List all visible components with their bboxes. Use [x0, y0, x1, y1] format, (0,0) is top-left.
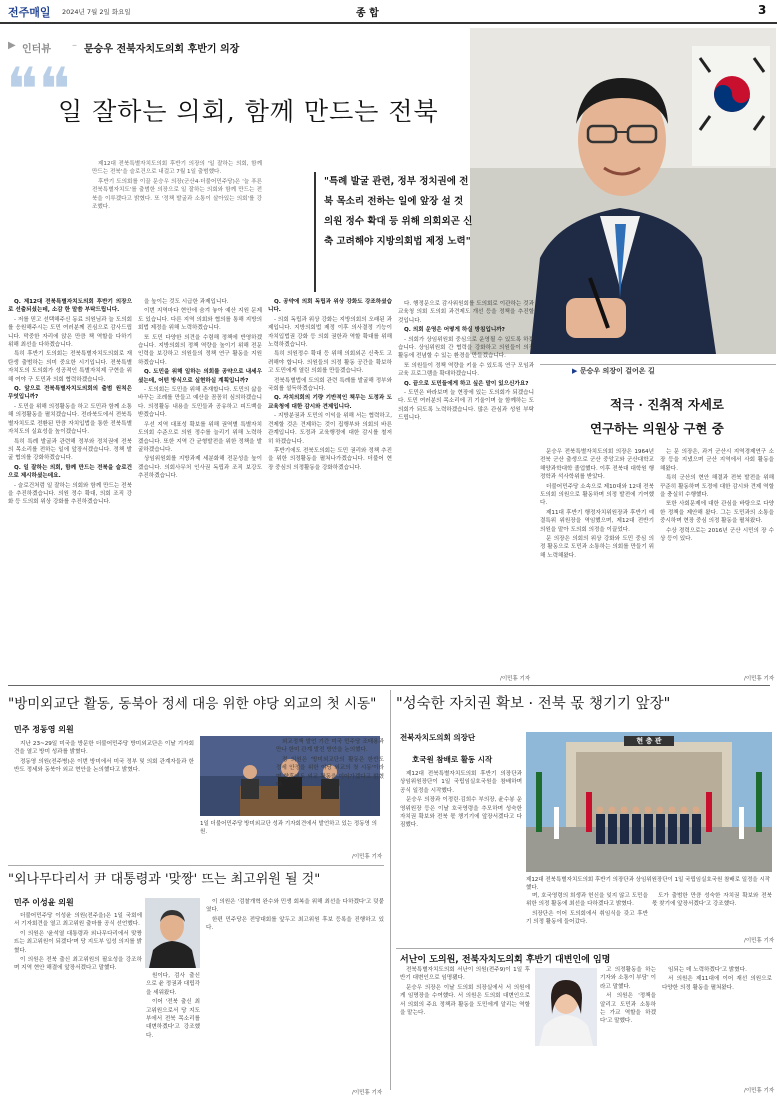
paragraph: 후반기에도 전북도의회는 도민 권리와 정책 추진을 위한 의정활동을 펼쳐나가겠습니다. 더불어 현장 중심의 의정활동을 강화하겠습니다.	[268, 447, 392, 471]
interview-kicker	[8, 40, 508, 56]
story3-photo	[145, 898, 200, 968]
paragraph: 문승우 의장은 이날 도의회 의장실에서 서 의원에게 임명장을 수여했다. 서 의원은 도의회 대변인으로서 의회의 주요 정책과 활동을 도민에게 알리는 역할을 맡는다.	[400, 984, 530, 1017]
paragraph: 도가 출범한 만큼 성숙한 자치권 확보와 전북 몫 찾기에 앞장서겠다'고 강조했다.	[652, 893, 772, 908]
byline: /이민휴 기자	[352, 1090, 383, 1096]
chevron-right-icon: ▶	[572, 367, 580, 375]
paragraph: 다. 행정문으로 감사위원회를 도의회로 이관하는 것과 교육청 의회 도의회 과견제도 개선 등을 정책을 추진할 것입니다.	[398, 301, 534, 324]
paragraph: 문승우 전북특별자치도의회 의장은 1964년 전북 군산 출생으로 군산 중앙고와 군산대학교 해양과학대학 졸업했다. 이후 전북대 대학원 행정학과 석사학위를 받았다.	[540, 449, 654, 481]
paragraph: 외교정책 발언 기간 미국 민주당 조태용과 만나 한미 관계 발전 방안을 논의했다.	[276, 739, 384, 754]
paragraph: 의장단은 이어 도의회에서 취임식을 갖고 후반기 의정 활동에 들어갔다.	[526, 910, 648, 926]
paragraph: 정동영 의원(전주병)은 이번 방미에서 미국 정부 및 의회 관계자들과 한반도 정세와 동북아 외교 현안을 논의했다고 밝혔다.	[14, 758, 194, 774]
paragraph: 더불어민주당 소속으로 제10대와 12대 전북도의회 의원으로 활동하며 의정 발전에 기여했다.	[540, 483, 654, 507]
paragraph: 고 의정활동을 하는 기자와 소통이 부담' 이라고 말했다.	[600, 967, 656, 990]
byline: /이민휴 기자	[744, 676, 775, 682]
lead-paragraph: 후반기 도의회를 이끌 문승우 의장(군산4·더불어민주당)은 '늘 푸른 전북특별자치도'를 출범한 의장으로 일 잘하는 의회와 함께 만드는 전북을 이루겠다고 밝혔다. 또 '정책 발굴과 소통이 살아있는 의회'를 강조했다.	[92, 178, 262, 211]
interview-tag: 인터뷰	[22, 44, 51, 55]
paragraph: 상임위원회를 지방과제 세분화해 전문성을 높이겠습니다. 의회사무처 인사권 독립과 조직 보강도 추진하겠습니다.	[138, 456, 262, 480]
pull-quote: "특례 발굴 관련, 정부 정치권에 전북 목소리 전하는 일에 앞장 설 것 의원 정수 확대 등 위해 의회외곤 신축 고려해야 지방의회법 제정 노력"	[314, 172, 474, 292]
story3-rule	[8, 865, 384, 866]
lead-paragraph: 제12대 전북특별자치도의회 후반기 의장의 '일 잘하는 의회, 함께 만드는 전북'을 슬로건으로 내걸고 7월 1일 출범했다.	[92, 161, 262, 176]
paragraph: 며, 호국영령의 희생과 헌신을 잊지 않고 도민을 위한 의정 활동에 최선을 다하겠다고 밝혔다.	[526, 893, 648, 908]
story4-headline: "성숙한 자치권 확보 · 전북 몫 챙기기 앞장"	[396, 696, 671, 712]
article-column	[146, 972, 200, 1088]
question: Q. 제12대 전북특별자치도의회 후반기 의장으로 선출되셨는데, 소감 한 말씀 부탁드립니다.	[8, 299, 132, 314]
paragraph: 한편 민주당은 전당대회를 앞두고 최고위원 후보 등록을 진행하고 있다.	[206, 916, 384, 932]
article-column	[276, 738, 384, 856]
paragraph: 이 의원은 '검찰개혁 완수와 민생 회복을 위해 최선을 다하겠다'고 덧붙였다.	[206, 899, 384, 914]
quote-mark-icon: ❝❝	[6, 55, 71, 125]
paragraph: 더불어민주당 이성윤 의원(전주을)은 1일 국회에서 기자회견을 열고 최고위원 출마를 공식 선언했다.	[14, 913, 142, 928]
section-rule	[8, 685, 770, 686]
paragraph: 특히 특례 발굴과 관련해 정부와 정치권에 전북의 목소리를 전하는 일에 앞장서겠습니다. 정책 발굴 협의를 강화하겠습니다.	[8, 438, 132, 462]
section-name: 종 합	[356, 8, 379, 19]
paragraph: 원이다, 검사 출신으로 윤 정권과 대립각을 세워왔다.	[146, 973, 200, 996]
story4-kicker-2: 호국원 참배로 활동 시작	[412, 755, 493, 764]
byline: /이민휴 기자	[352, 854, 383, 860]
article-column	[138, 298, 262, 683]
paragraph: - 의회가 상임위원회 중심으로 운영될 수 있도록 하겠습니다. 상임위원회 간 협력을 강화하고 의원들이 의정 활동에 전념할 수 있는 환경을 만들겠습니다.	[398, 336, 534, 360]
paragraph: 제11대 후반기 행정자치위원장과 후반기 예결특위 위원장을 역임했으며, 제12대 전반기 의원을 맡아 도의회 의정을 이끌었다.	[540, 509, 654, 533]
story2-caption: 1일 더불어민주당 방미외교단 성과 기자회견에서 발언하고 있는 정동영 의원.	[200, 821, 377, 835]
paragraph: 임되는 데 노력하겠다'고 밝혔다.	[668, 967, 747, 973]
story3-kicker: 민주 이성윤 의원	[14, 898, 74, 907]
page-number: 3	[758, 3, 767, 17]
question: Q. 의회 운영은 어떻게 하실 방침입니까?	[404, 327, 505, 334]
article-column	[652, 892, 775, 944]
paragraph: 또 의원들이 정책 역량을 키울 수 있도록 연구 모임과 교육 프로그램을 확대하겠습니다.	[398, 362, 534, 378]
paragraph: - 의회 독립과 위상 강화는 지방의회의 오래된 과제입니다. 지방의회법 제정 이후 의사결정 기능이 자치입법권 강화 등 의회 권한과 역할 확대를 위해 노력하겠습니다.	[268, 316, 392, 349]
article-column	[600, 966, 656, 1090]
article-column	[660, 448, 774, 676]
paragraph: - 슬로건처럼 일 잘하는 의회와 함께 만드는 전북을 추진하겠습니다. 의원 정수 확대, 의회 조직 강화 등 도의회 위상 강화를 추진하겠습니다.	[8, 482, 132, 506]
question: Q. 도민을 위해 일하는 의회를 공약으로 내세우셨는데, 어떤 방식으로 실현하실 계획입니까?	[138, 369, 262, 384]
profile-kicker	[572, 366, 655, 376]
profile-rule	[540, 364, 776, 365]
paragraph: 전북특별자치도의회 서난이 의원(전주9)이 1일 후반기 대변인으로 임명됐다.	[400, 967, 530, 982]
paragraph: 이번 지역마다 현안에 숨겨 놓아 예산 지원 문제도 있습니다. 다른 지역 의회와 협의를 통해 지방의회법 제정을 위해 노력하겠습니다.	[138, 308, 262, 332]
paragraph: 이 의원은 '윤석열 대통령과 외나무다리에서 맞짱 뜨는 최고위원이 되겠다'며 당 지도부 입성 의지를 밝혔다.	[14, 930, 142, 954]
profile-kicker-text: 문승우 의장이 걸어온 길	[579, 367, 655, 375]
memorial-sign: 현 충 관	[624, 736, 674, 746]
story5-rule	[396, 948, 772, 949]
story5-photo	[535, 968, 597, 1046]
article-column	[8, 298, 132, 683]
paragraph: 특히 군산의 현안 해결과 전북 발전을 위해 꾸준히 활동하며 도정에 대한 감시와 견제 역할을 충실히 수행했다.	[660, 475, 774, 499]
paragraph: 문승우 의장과 이정린·김희수 부의장, 윤수봉 운영위원장 등은 이날 호국영령을 추모하며 성숙한 자치권 확보와 전북 몫 챙기기에 앞장서겠다고 다짐했다.	[400, 797, 522, 829]
article-column	[14, 740, 194, 858]
article-column	[398, 300, 534, 670]
article-column	[400, 770, 522, 942]
paragraph: - 도의회는 도민을 위해 존재합니다. 도민의 삶을 바꾸는 조례를 만들고 예산을 꼼꼼히 심의하겠습니다. 의정활동 내용을 도민들과 공유하고 피드백을 받겠습니다.	[138, 387, 262, 419]
story4-kicker-1: 전북자치도의회 의장단	[400, 733, 476, 742]
profile-headline-1: 적극 · 진취적 자세로	[610, 397, 725, 412]
article-column	[206, 898, 384, 1088]
interview-headline: 일 잘하는 의회, 함께 만드는 전북	[58, 97, 439, 126]
article-column	[14, 912, 142, 1088]
question: Q. 공약에 의회 독립과 위상 강화도 강조하셨습니다.	[268, 299, 392, 314]
paragraph: 이 의원은 전북 출신 최고위원의 필요성을 강조하며 지역 현안 해결에 앞장서겠다고 말했다.	[14, 957, 142, 972]
interview-subject: 문승우 전북자치도의회 후반기 의장	[84, 44, 240, 55]
masthead	[0, 0, 777, 22]
paragraph: 수상 경력으로는 2016년 군산 시민의 장 수상 등이 있다.	[660, 527, 774, 543]
story3-headline: "외나무다리서 尹 대통령과 '맞짱' 뜨는 최고위원 될 것"	[8, 872, 321, 887]
article-column	[662, 966, 772, 1090]
story2-kicker: 민주 정동영 의원	[14, 725, 74, 734]
paragraph: 서 의원은 '정책을 알리고 도민과 소통하는 가교 역할을 하겠다'고 말했다.	[600, 993, 656, 1025]
paragraph: 특히 후반기 도의회는 전북특별자치도의회로 재탄생 출범하는 의미 중요한 시기입니다. 전북특별자치도의 도의회가 성공적인 특별자치제 구현을 위해 여야 구 도민과 의회 협력하겠습니다.	[8, 351, 132, 383]
article-column	[540, 448, 654, 676]
article-column	[400, 966, 530, 1090]
story5-headline: 서난이 도의원, 전북자치도의회 후반기 대변인에 임명	[400, 955, 611, 965]
paragraph: 을 높이는 것도 시급한 과제입니다.	[144, 299, 229, 305]
bottom-divider	[390, 690, 391, 1090]
paragraph: - 지방분권과 도민의 이익을 위해 서는 협력하고, 견제할 것은 견제하는 것이 집행부와 의회의 바른 관계입니다. 도정과 교육행정에 대한 감시를 철저히 하겠습니다.	[268, 413, 392, 445]
profile-headline-2: 연구하는 의원상 구현 중	[590, 421, 724, 436]
paper-name: 전주매일	[8, 6, 51, 19]
paragraph: 또 도민 다양한 의견을 수렴해 정책에 반영하겠습니다. 지방의회의 정책 역량을 높이기 위해 전문인력을 보강하고 의원들의 정책 연구 활동을 지원하겠습니다.	[138, 334, 262, 366]
story4-photo	[526, 732, 772, 872]
article-column	[268, 298, 392, 683]
paragraph: 제12대 전북특별자치도의회 후반기 의장단과 상임위원장단이 1일 국립임실호국원을 참배하며 공식 일정을 시작했다.	[400, 771, 522, 794]
paragraph: 이어 '전북 출신 최고위원으로서 당 지도부에서 전북 목소리를 대변하겠다'고 강조했다.	[146, 999, 200, 1039]
byline: /이민휴 기자	[500, 676, 531, 682]
question: Q. 일 잘하는 의회, 함께 만드는 전북을 슬로건으로 제시하셨는데요.	[8, 464, 132, 480]
article-column	[526, 892, 648, 942]
interview-lead	[92, 160, 262, 280]
paragraph: - 도민은 바라보며 늘 현장에 있는 도의회가 되겠습니다. 도민 여러분의 목소리에 귀 기울이며 늘 함께하는 도의회가 되도록 노력하겠습니다. 많은 관심과 성원 부탁드립니다.	[398, 390, 534, 422]
paragraph: 전북특별법에 도의회 관련 특례를 발굴해 정부와 국회를 설득하겠습니다.	[268, 377, 392, 393]
issue-date: 2024년 7월 2일 화요일	[62, 8, 131, 16]
paragraph: 문 의장은 의회의 위상 강화와 도민 중심 의정 활동으로 도민과 소통하는 의회를 만들기 위해 노력해왔다.	[540, 536, 654, 559]
paragraph: - 저를 믿고 선택해주신 동료 의원님과 늘 도의회를 응원해주시는 도민 여러분께 진심으로 감사드립니다. 막중한 자리에 앉은 만큼 책 역할을 다하기 위해 최선을 다하겠습니다.	[8, 316, 132, 349]
paragraph: 정 의원은 '방미외교단의 활동은 한반도 정세 안정을 위한 야당 외교의 첫 시동'이라며 향후에도 외교 활동을 이어가겠다고 밝혔다.	[276, 756, 384, 789]
paragraph: 지난 23~29일 미국을 방문한 더불어민주당 방미외교단은 이날 기자회견을 열고 방미 성과를 밝혔다.	[14, 741, 194, 756]
divider-icon: –	[72, 40, 77, 51]
byline: /이민휴 기자	[744, 938, 775, 944]
paragraph: 우선 지역 대표성 확보를 위해 권역별 특별자치도의회 수준으로 의원 정수를 늘리기 위해 노력하겠습니다. 또한 지역 간 균형발전을 위한 정책을 발굴하겠습니다.	[138, 421, 262, 453]
paragraph: 또한 사회문제에 대한 관심을 바탕으로 다양한 정책을 제안해 왔다. 그는 도민과의 소통을 중시하며 현장 중심 의정 활동을 펼쳐왔다.	[660, 501, 774, 525]
question: Q. 앞으로 전북특별자치도의회의 출범 원칙은 무엇입니까?	[8, 386, 132, 401]
paragraph: 특히 의원정수 확대 등 위해 의회외곤 신축도 고려해야 합니다. 의원들의 의정 활동 공간을 확보하고 도민에게 열린 의회를 만들겠습니다.	[268, 351, 392, 375]
paragraph: 는 문 의장은, 과거 군산시 지역경제연구 소장 등을 지냈으며 군산 지역에서 사회 활동을 해왔다.	[660, 449, 774, 472]
masthead-rule	[0, 22, 777, 24]
paragraph: - 도민을 위해 의정활동을 하고 도민과 함께 소통해 의정활동을 펼치겠습니다. 전라북도에서 전북특별자치도로 전환된 만큼 자치입법을 통한 전북특별자치도의 실효성을 높이겠습니다.	[8, 403, 132, 436]
question: Q. 끝으로 도민들에게 하고 싶은 말이 있으신가요?	[404, 380, 529, 387]
chevron-right-icon: ▶	[8, 40, 16, 51]
story4-caption: 제12대 전북특별자치도의회 후반기 의장단과 상임위원장단이 1일 국립임실호국원 참배로 일정을 시작했다.	[526, 877, 771, 891]
story2-headline: "방미외교단 활동, 동북아 정세 대응 위한 야당 외교의 첫 시동"	[8, 696, 377, 712]
byline: /이민휴 기자	[744, 1088, 775, 1094]
paragraph: 서 의원은 제11대에 이어 재선 의원으로 다양한 의정 활동을 펼쳐왔다.	[662, 976, 772, 991]
question: Q. 자치의회의 기량 기반적인 책무는 도정과 도교육청에 대한 감시와 견제입니다.	[268, 395, 392, 410]
